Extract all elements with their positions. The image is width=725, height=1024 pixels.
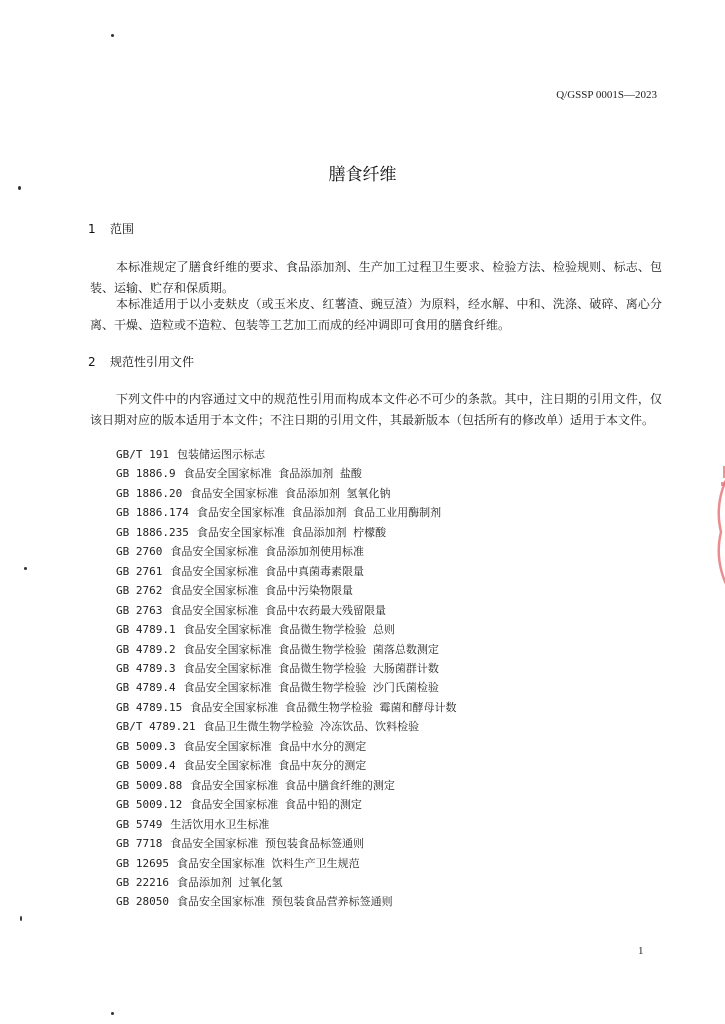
- page-number: 1: [638, 945, 644, 957]
- reference-title: 生活饮用水卫生标准: [170, 817, 270, 831]
- reference-item: [116, 445, 456, 464]
- reference-title: 食品安全国家标准 食品微生物学检验 总则: [183, 623, 395, 637]
- reference-code: GB 5009.88: [116, 778, 183, 792]
- reference-title: 食品安全国家标准 食品添加剂 食品工业用酶制剂: [196, 506, 442, 520]
- reference-item: [116, 659, 456, 678]
- reference-title: 食品安全国家标准 食品中铅的测定: [190, 798, 362, 812]
- reference-item: [116, 698, 456, 717]
- reference-item: [116, 892, 456, 911]
- reference-code: GB/T 4789.21: [116, 720, 196, 734]
- reference-code: GB 5009.12: [116, 798, 183, 812]
- scan-speck: [20, 916, 22, 921]
- reference-title: 食品安全国家标准 食品微生物学检验 沙门氏菌检验: [183, 681, 439, 695]
- reference-title: 食品安全国家标准 食品微生物学检验 霉菌和酵母计数: [190, 700, 457, 714]
- reference-title: 食品安全国家标准 食品微生物学检验 菌落总数测定: [183, 642, 439, 656]
- company-seal-stamp: [701, 452, 725, 612]
- reference-code: GB 1886.9: [116, 467, 176, 481]
- reference-title: 食品安全国家标准 食品添加剂 盐酸: [183, 467, 362, 481]
- reference-item: [116, 854, 456, 873]
- standard-number: Q/GSSP 0001S—2023: [556, 89, 657, 101]
- reference-item: [116, 581, 456, 600]
- reference-code: GB 4789.3: [116, 661, 176, 675]
- reference-item: [116, 756, 456, 775]
- reference-code: GB 5009.4: [116, 759, 176, 773]
- reference-title: 食品安全国家标准 食品中膳食纤维的测定: [190, 778, 395, 792]
- reference-title: 食品卫生微生物学检验 冷冻饮品、饮料检验: [203, 720, 420, 734]
- reference-code: GB 1886.20: [116, 486, 183, 500]
- reference-title: 食品添加剂 过氧化氢: [176, 875, 283, 889]
- reference-code: GB 12695: [116, 856, 169, 870]
- reference-title: 食品安全国家标准 预包装食品营养标签通则: [176, 895, 393, 909]
- reference-title: 食品安全国家标准 食品添加剂使用标准: [170, 545, 364, 559]
- document-title: 膳食纤维: [328, 165, 397, 185]
- reference-item: [116, 795, 456, 814]
- scan-speck: [24, 567, 27, 570]
- reference-title: 食品安全国家标准 食品添加剂 氢氧化钠: [190, 486, 391, 500]
- reference-item: [116, 678, 456, 697]
- reference-item: [116, 464, 456, 483]
- reference-item: [116, 601, 456, 620]
- reference-title: 食品安全国家标准 食品微生物学检验 大肠菌群计数: [183, 661, 439, 675]
- reference-title: 食品安全国家标准 食品中灰分的测定: [183, 759, 367, 773]
- reference-title: 包装储运图示标志: [176, 448, 265, 461]
- reference-item: [116, 484, 456, 503]
- reference-code: GB 1886.174: [116, 506, 189, 520]
- scan-speck: [18, 186, 21, 190]
- reference-item: [116, 503, 456, 522]
- reference-item: [116, 873, 456, 892]
- reference-item: [116, 523, 456, 542]
- section-number: 2: [88, 355, 96, 369]
- section-title: 规范性引用文件: [110, 355, 195, 369]
- reference-code: GB/T 191: [116, 448, 169, 461]
- reference-title: 食品安全国家标准 食品中水分的测定: [183, 739, 367, 753]
- reference-code: GB 28050: [116, 895, 169, 909]
- reference-code: GB 22216: [116, 875, 169, 889]
- reference-code: GB 1886.235: [116, 525, 189, 539]
- reference-item: [116, 562, 456, 581]
- reference-code: GB 4789.15: [116, 700, 183, 714]
- reference-item: [116, 776, 456, 795]
- reference-item: [116, 620, 456, 639]
- reference-item: [116, 737, 456, 756]
- paragraph: 下列文件中的内容通过文中的规范性引用而构成本文件必不可少的条款。其中，注日期的引用文件，仅该日期对应的版本适用于本文件；不注日期的引用文件，其最新版本（包括所有的修改单）适用于本文件。: [90, 392, 662, 427]
- scan-speck: [111, 1012, 114, 1015]
- reference-code: GB 4789.4: [116, 681, 176, 695]
- reference-code: GB 4789.2: [116, 642, 176, 656]
- reference-title: 食品安全国家标准 饮料生产卫生规范: [176, 856, 360, 870]
- reference-list: [116, 445, 456, 912]
- reference-item: [116, 717, 456, 736]
- reference-code: GB 2760: [116, 545, 163, 559]
- reference-title: 食品安全国家标准 食品中农药最大残留限量: [170, 603, 386, 617]
- section-2-heading: [88, 353, 194, 370]
- reference-code: GB 2761: [116, 564, 163, 578]
- reference-code: GB 7718: [116, 837, 163, 851]
- reference-title: 食品安全国家标准 食品中污染物限量: [170, 584, 353, 598]
- paragraph: 本标准适用于以小麦麸皮（或玉米皮、红薯渣、豌豆渣）为原料，经水解、中和、洗涤、破碎、离心分离、干燥、造粒或不造粒、包装等工艺加工而成的经冲调即可食用的膳食纤维。: [90, 297, 662, 332]
- reference-code: GB 5009.3: [116, 739, 176, 753]
- reference-item: [116, 815, 456, 834]
- section-1-heading: [88, 220, 134, 237]
- reference-item: [116, 640, 456, 659]
- reference-item: [116, 834, 456, 853]
- reference-title: 食品安全国家标准 食品中真菌毒素限量: [170, 564, 364, 578]
- reference-title: 食品安全国家标准 食品添加剂 柠檬酸: [196, 525, 387, 539]
- reference-code: GB 2762: [116, 584, 163, 598]
- scan-speck: [111, 34, 114, 37]
- section-title: 范围: [110, 222, 135, 236]
- reference-code: GB 5749: [116, 817, 163, 831]
- reference-title: 食品安全国家标准 预包装食品标签通则: [170, 837, 364, 851]
- reference-item: [116, 542, 456, 561]
- paragraph: 本标准规定了膳食纤维的要求、食品添加剂、生产加工过程卫生要求、检验方法、检验规则、标志、包装、运输、贮存和保质期。: [90, 260, 662, 295]
- section-number: 1: [88, 222, 96, 236]
- reference-code: GB 2763: [116, 603, 163, 617]
- reference-code: GB 4789.1: [116, 623, 176, 637]
